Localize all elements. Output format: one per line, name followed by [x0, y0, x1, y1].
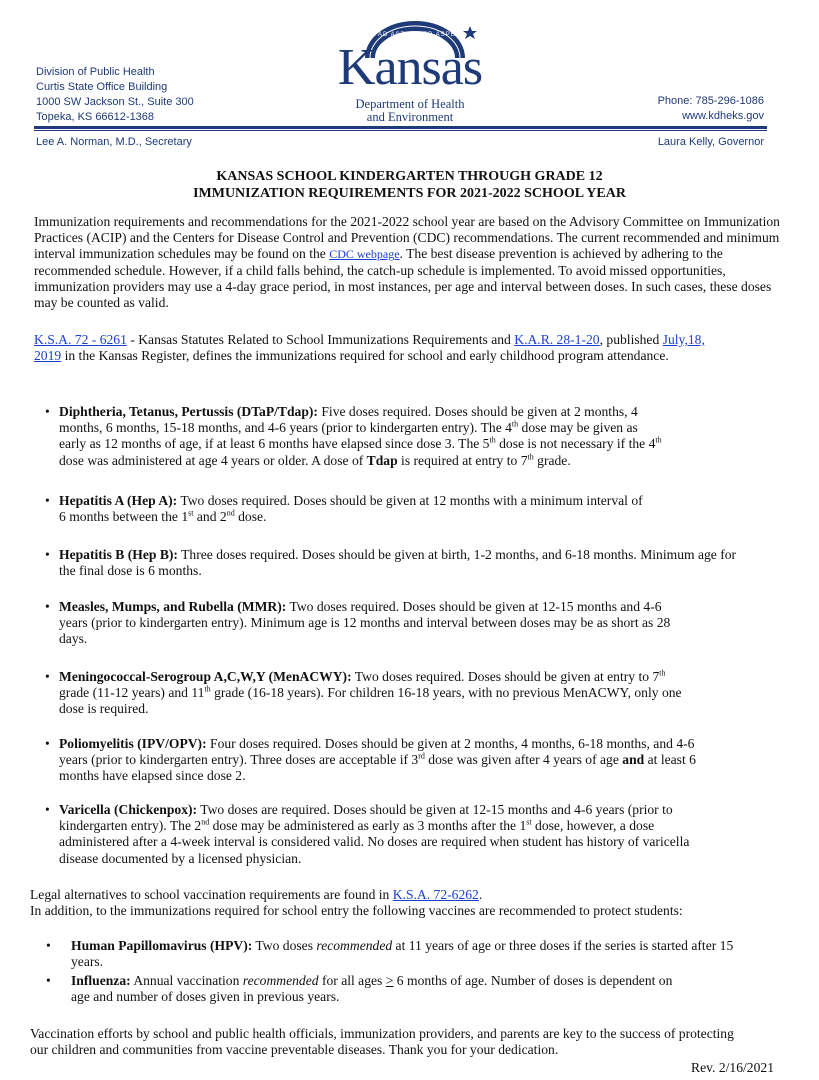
ordinal-suffix: nd: [226, 508, 235, 518]
greater-equal-symbol: >: [385, 973, 394, 988]
item-text: months have elapsed since dose 2.: [59, 768, 246, 784]
item-text: Four doses required. Doses should be given at 2 months, 4 months, 6-18 months, and 4-6: [206, 736, 695, 751]
item-text: disease documented by a licensed physician.: [59, 850, 302, 866]
recommended-emphasis: recommended: [316, 938, 393, 953]
tdap-label: Tdap: [366, 452, 398, 468]
statute-paragraph: [34, 332, 714, 364]
logo-sub-line: Department of Health: [355, 97, 465, 111]
item-text: kindergarten entry). The 2: [59, 818, 202, 834]
closing-line: Vaccination efforts by school and public health officials, immunization providers, and parents are key to the success of protecting: [30, 1026, 734, 1041]
recommended-emphasis: recommended: [242, 973, 319, 988]
item-text: dose may be given as: [518, 420, 638, 436]
address-line: 1000 SW Jackson St., Suite 300: [36, 96, 194, 108]
item-text: 6 months of age. Number of doses is dependent on: [393, 973, 673, 988]
item-text: dose may be administered as early as 3 months after the 1: [209, 818, 527, 834]
intro-paragraph: [34, 214, 784, 311]
logo-department: [320, 98, 500, 124]
secretary-name: Lee A. Norman, M.D., Secretary: [36, 136, 192, 148]
ordinal-suffix: st: [188, 508, 194, 518]
governor-name: Laura Kelly, Governor: [657, 136, 764, 148]
legal-alternatives: [30, 887, 790, 919]
bullet-icon: •: [45, 493, 50, 508]
item-text: years.: [71, 954, 104, 970]
statute-text: - Kansas Statutes Related to School Immunizations Requirements and: [126, 332, 515, 347]
bullet-icon: •: [46, 938, 51, 953]
item-text: Two doses required. Doses should be given at 12-15 months and 4-6: [286, 599, 662, 614]
document-title: [0, 168, 819, 202]
closing-line: our children and communities from vaccine preventable diseases. Thank you for your dedication.: [30, 1042, 559, 1058]
item-text: early as 12 months of age, if at least 6 months have elapsed since dose 3. The 5: [59, 436, 490, 452]
item-text: Annual vaccination: [130, 973, 243, 988]
ksa-72-6262-link[interactable]: K.S.A. 72-6262: [392, 887, 479, 902]
vaccine-name: Poliomyelitis (IPV/OPV):: [59, 736, 207, 751]
legal-text-end: .: [478, 887, 483, 902]
title-line: IMMUNIZATION REQUIREMENTS FOR 2021-2022 SCHOOL YEAR: [193, 186, 626, 201]
ordinal-suffix: th: [527, 452, 534, 462]
list-item-mmr: [45, 599, 789, 648]
address-line: Division of Public Health: [36, 66, 155, 78]
ordinal-suffix: nd: [201, 817, 210, 827]
list-item-ipv: [45, 736, 789, 785]
item-text: Five doses required. Doses should be given at 2 months, 4: [317, 404, 638, 419]
item-text: age and number of doses given in previous years.: [71, 989, 340, 1005]
item-text: is required at entry to 7: [397, 452, 528, 468]
kdhe-logo: [320, 20, 500, 125]
item-text: years (prior to kindergarten entry). Minimum age is 12 months and interval between doses may be as short as 28: [59, 615, 671, 631]
item-text: dose, however, a dose: [531, 818, 655, 834]
item-text: and 2: [193, 509, 227, 525]
intro-text: Immunization requirements and recommendations for the 2021-2022 school year are based on the Advisory Committee on Immunization Practices (ACIP) and the Centers for Disease Control and Prevention (CDC) recommendations. The current recommended and minimum interval immunization schedules may be found on the: [34, 214, 780, 262]
list-item-hpv: [46, 938, 791, 970]
item-text: for all ages: [318, 973, 386, 988]
item-text: dose.: [234, 509, 267, 525]
legal-text: Legal alternatives to school vaccination requirements are found in: [30, 887, 393, 902]
item-text: days.: [59, 631, 88, 647]
vaccine-name: Influenza:: [71, 973, 131, 988]
emphasis-and: and: [622, 752, 645, 768]
item-text: Three doses required. Doses should be given at birth, 1-2 months, and 6-18 months. Minimum age for: [177, 547, 737, 562]
address-line: Topeka, KS 66612-1368: [36, 111, 155, 123]
item-text: at 11 years of age or three doses if the series is started after 15: [392, 938, 734, 953]
vaccine-name: Human Papillomavirus (HPV):: [71, 938, 253, 953]
item-text: Two doses: [252, 938, 317, 953]
item-text: grade.: [533, 452, 571, 468]
list-item-varicella: [45, 802, 789, 867]
item-text: dose was given after 4 years of age: [424, 752, 623, 768]
vaccine-name: Measles, Mumps, and Rubella (MMR):: [59, 599, 287, 614]
revision-date: Rev. 2/16/2021: [691, 1060, 774, 1075]
statute-text: in the Kansas Register, defines the immunizations required for school and early childhood program attendance.: [61, 348, 669, 364]
ordinal-suffix: th: [204, 684, 211, 694]
statute-text: , published: [599, 332, 663, 347]
phone-number: Phone: 785-296-1086: [657, 95, 764, 107]
bullet-icon: •: [45, 599, 50, 614]
item-text: Two doses required. Doses should be given at entry to 7: [351, 669, 660, 684]
bullet-icon: •: [46, 973, 51, 988]
vaccine-name: Hepatitis A (Hep A):: [59, 493, 178, 508]
list-item-menacwy: [45, 668, 789, 718]
list-item-influenza: [46, 973, 791, 1005]
header-divider-thin: [34, 130, 767, 131]
recommended-intro: In addition, to the immunizations required for school entry the following vaccines are recommended to protect students:: [30, 903, 683, 919]
logo-sub-line: and Environment: [366, 110, 454, 124]
item-text: administered after a 4-week interval is considered valid. No doses are required when student has history of varicella: [59, 834, 690, 850]
kar-28-1-20-link[interactable]: K.A.R. 28-1-20: [514, 332, 600, 347]
list-item-dtap: [45, 404, 789, 469]
item-text: at least 6: [644, 752, 696, 768]
item-text: grade (16-18 years). For children 16-18 years, with no previous MenACWY, only one: [210, 685, 682, 701]
logo-wordmark: Kansas: [337, 39, 483, 96]
intro-text-end: . The best disease prevention is achieved by adhering to the recommended schedule. However, if a child falls behind, the catch-up schedule is implemented. To avoid missed opportunities, immunization providers may use a 4-day grace period, in most instances, per age and interval between doses. In such cases, these doses may be counted as valid.: [34, 246, 772, 311]
ordinal-suffix: th: [489, 435, 496, 445]
address-line: Curtis State Office Building: [36, 81, 168, 93]
ordinal-suffix: st: [526, 817, 532, 827]
bullet-icon: •: [45, 802, 50, 817]
ordinal-suffix: th: [659, 668, 666, 678]
office-address: [36, 65, 194, 125]
vaccine-name: Varicella (Chickenpox):: [59, 802, 198, 817]
item-text: dose was administered at age 4 years or older. A dose of: [59, 452, 367, 468]
contact-info: [658, 94, 764, 124]
cdc-webpage-link[interactable]: CDC webpage: [329, 247, 400, 262]
title-line: KANSAS SCHOOL KINDERGARTEN THROUGH GRADE 12: [216, 169, 603, 184]
ordinal-suffix: th: [511, 419, 519, 429]
state-motto: AD ASTRA PER ASPERA: [378, 32, 467, 38]
item-text: Two doses are required. Doses should be given at 12-15 months and 4-6 years (prior to: [197, 802, 673, 817]
bullet-icon: •: [45, 669, 50, 684]
vaccine-name: Hepatitis B (Hep B):: [59, 547, 178, 562]
vaccine-name: Diphtheria, Tetanus, Pertussis (DTaP/Tdap):: [59, 404, 318, 419]
item-text: the final dose is 6 months.: [59, 563, 202, 579]
kansas-register-link[interactable]: July,18, 2019: [34, 332, 705, 364]
item-text: years (prior to kindergarten entry). Three doses are acceptable if 3: [59, 752, 419, 768]
bullet-icon: •: [45, 547, 50, 562]
header-divider: [34, 126, 767, 129]
item-text: dose is required.: [59, 701, 149, 717]
item-text: Two doses required. Doses should be given at 12 months with a minimum interval of: [177, 493, 643, 508]
closing-paragraph: [30, 1026, 800, 1058]
item-text: grade (11-12 years) and 11: [59, 685, 205, 701]
bullet-icon: •: [45, 736, 50, 751]
item-text: 6 months between the 1: [59, 509, 189, 525]
vaccine-name: Meningococcal-Serogroup A,C,W,Y (MenACWY):: [59, 669, 352, 684]
list-item-hep-b: [45, 547, 794, 579]
item-text: dose is not necessary if the 4: [495, 436, 656, 452]
ordinal-suffix: rd: [418, 751, 425, 761]
bullet-icon: •: [45, 404, 50, 419]
list-item-hep-a: [45, 493, 789, 525]
ksa-72-6261-link[interactable]: K.S.A. 72 - 6261: [34, 332, 127, 347]
item-text: months, 6 months, 15-18 months, and 4-6 years (prior to kindergarten entry). The 4: [59, 420, 512, 436]
ordinal-suffix: th: [655, 435, 662, 445]
website-link[interactable]: www.kdheks.gov: [682, 110, 764, 122]
